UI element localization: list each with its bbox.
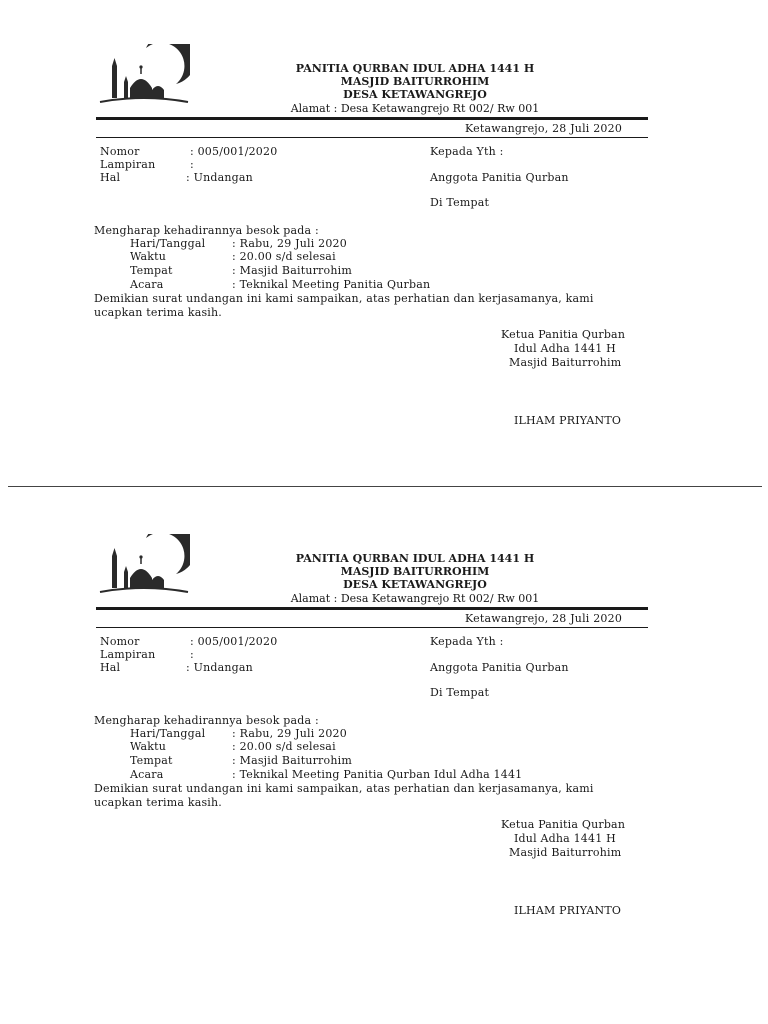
- header-address: Alamat : Desa Ketawangrejo Rt 002/ Rw 001: [290, 102, 540, 115]
- hari-value: : Rabu, 29 Juli 2020: [232, 727, 347, 740]
- body-intro: Mengharap kehadirannya besok pada :: [94, 224, 319, 237]
- hal-label: Hal: [100, 171, 121, 184]
- recipient-greeting: Kepada Yth :: [430, 145, 504, 158]
- closing-line-2: ucapkan terima kasih.: [94, 796, 223, 809]
- header-village: DESA KETAWANGREJO: [343, 578, 487, 591]
- hari-label: Hari/Tanggal: [130, 727, 206, 740]
- acara-value: : Teknikal Meeting Panitia Qurban Idul Adha 1441: [232, 768, 523, 781]
- tempat-label: Tempat: [130, 754, 173, 767]
- header-rule-thin: [96, 137, 648, 138]
- nomor-value: : 005/001/2020: [190, 145, 278, 158]
- signature-title: Ketua Panitia Qurban: [501, 818, 626, 831]
- signature-name: ILHAM PRIYANTO: [514, 414, 622, 427]
- signature-name: ILHAM PRIYANTO: [514, 904, 622, 917]
- header-mosque: MASJID BAITURROHIM: [340, 565, 490, 578]
- acara-value: : Teknikal Meeting Panitia Qurban: [232, 278, 431, 291]
- header-rule-thick: [96, 117, 648, 120]
- lampiran-value: :: [190, 158, 194, 171]
- signature-mosque: Masjid Baiturrohim: [509, 356, 622, 369]
- tempat-label: Tempat: [130, 264, 173, 277]
- header-title: PANITIA QURBAN IDUL ADHA 1441 H: [295, 62, 535, 75]
- letter-date: Ketawangrejo, 28 Juli 2020: [465, 122, 623, 135]
- signature-event: Idul Adha 1441 H: [514, 832, 616, 845]
- hal-label: Hal: [100, 661, 121, 674]
- waktu-value: : 20.00 s/d selesai: [232, 740, 336, 753]
- nomor-label: Nomor: [100, 635, 140, 648]
- hari-value: : Rabu, 29 Juli 2020: [232, 237, 347, 250]
- recipient-greeting: Kepada Yth :: [430, 635, 504, 648]
- nomor-label: Nomor: [100, 145, 140, 158]
- mosque-icon: [98, 44, 190, 106]
- recipient-place: Di Tempat: [430, 196, 490, 209]
- waktu-label: Waktu: [130, 740, 167, 753]
- recipient-place: Di Tempat: [430, 686, 490, 699]
- lampiran-value: :: [190, 648, 194, 661]
- signature-title: Ketua Panitia Qurban: [501, 328, 626, 341]
- body-intro: Mengharap kehadirannya besok pada :: [94, 714, 319, 727]
- lampiran-label: Lampiran: [100, 648, 156, 661]
- recipient-name: Anggota Panitia Qurban: [430, 661, 569, 674]
- tempat-value: : Masjid Baiturrohim: [232, 264, 352, 277]
- signature-mosque: Masjid Baiturrohim: [509, 846, 622, 859]
- cut-line-divider: [8, 486, 762, 487]
- closing-line-1: Demikian surat undangan ini kami sampaikan, atas perhatian dan kerjasamanya, kami: [94, 292, 594, 305]
- header-title: PANITIA QURBAN IDUL ADHA 1441 H: [295, 552, 535, 565]
- header-rule-thin: [96, 627, 648, 628]
- hal-value: : Undangan: [186, 171, 253, 184]
- acara-label: Acara: [130, 278, 164, 291]
- closing-line-1: Demikian surat undangan ini kami sampaikan, atas perhatian dan kerjasamanya, kami: [94, 782, 594, 795]
- recipient-name: Anggota Panitia Qurban: [430, 171, 569, 184]
- waktu-label: Waktu: [130, 250, 167, 263]
- lampiran-label: Lampiran: [100, 158, 156, 171]
- closing-line-2: ucapkan terima kasih.: [94, 306, 223, 319]
- invitation-letter-2: [0, 490, 768, 970]
- signature-event: Idul Adha 1441 H: [514, 342, 616, 355]
- tempat-value: : Masjid Baiturrohim: [232, 754, 352, 767]
- header-rule-thick: [96, 607, 648, 610]
- header-village: DESA KETAWANGREJO: [343, 88, 487, 101]
- acara-label: Acara: [130, 768, 164, 781]
- hari-label: Hari/Tanggal: [130, 237, 206, 250]
- hal-value: : Undangan: [186, 661, 253, 674]
- mosque-icon: [98, 534, 190, 596]
- header-address: Alamat : Desa Ketawangrejo Rt 002/ Rw 001: [290, 592, 540, 605]
- nomor-value: : 005/001/2020: [190, 635, 278, 648]
- letter-date: Ketawangrejo, 28 Juli 2020: [465, 612, 623, 625]
- header-mosque: MASJID BAITURROHIM: [340, 75, 490, 88]
- waktu-value: : 20.00 s/d selesai: [232, 250, 336, 263]
- invitation-letter-1: [0, 0, 768, 480]
